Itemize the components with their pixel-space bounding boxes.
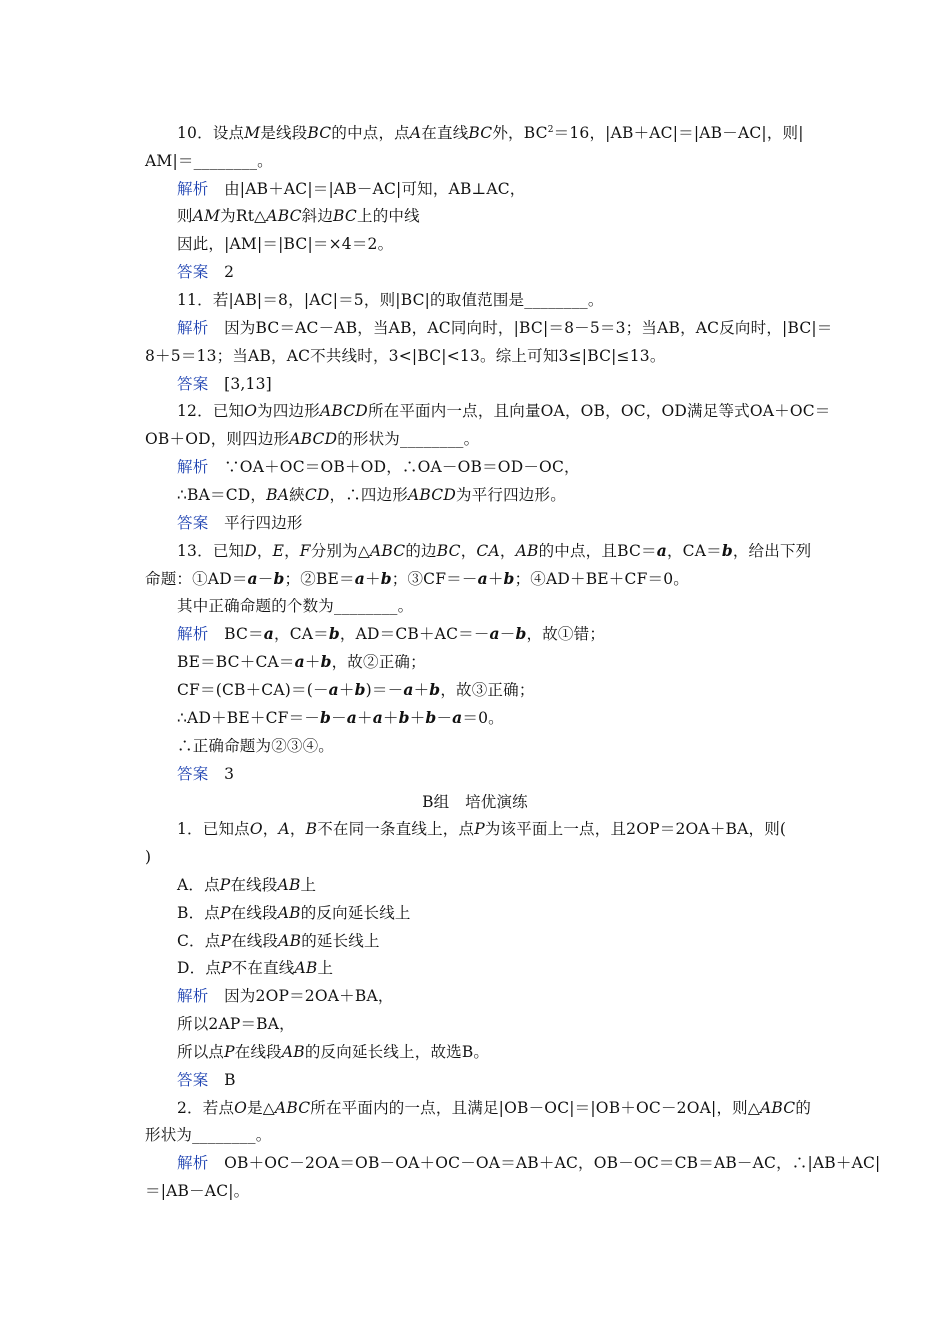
b2-stem: 2．若点O是△ABC所在平面内的一点，且满足|OB－OC|＝|OB＋OC－2OA|，则△ABC的 xyxy=(177,1099,812,1117)
q13-solution-3: CF＝(CB＋CA)＝(－a＋b)＝－a＋b，故③正确； xyxy=(177,680,535,699)
b1-option-c: C．点P在线段AB的延长线上 xyxy=(177,932,380,950)
q10-answer: 答案 2 xyxy=(177,263,235,281)
b1-stem-line2: ) xyxy=(145,848,152,866)
q13-solution-5: ∴正确命题为②③④。 xyxy=(177,737,335,755)
q13-solution-1: 解析 BC＝a，CA＝b，AD＝CB＋AC＝－a－b，故①错； xyxy=(177,624,606,643)
q13-solution-2: BE＝BC＋CA＝a＋b，故②正确； xyxy=(177,652,426,671)
b2-stem-line2: 形状为________。 xyxy=(145,1126,272,1144)
q12-stem: 12．已知O为四边形ABCD所在平面内一点，且向量OA，OB，OC，OD满足等式OA＋OC＝ xyxy=(177,402,831,420)
q13-stem-line2: 命题：①AD＝a－b；②BE＝a＋b；③CF＝－a＋b；④AD＋BE＋CF＝0。 xyxy=(145,569,689,588)
q10-solution-2: 则AM为Rt△ABC斜边BC上的中线 xyxy=(177,207,420,225)
q11-solution-2: 8＋5＝13；当AB，AC不共线时，3<|BC|<13。综上可知3≤|BC|≤13。 xyxy=(145,347,666,365)
q12-solution-1: 解析 ∵OA＋OC＝OB＋OD，∴OA－OB＝OD－OC， xyxy=(177,458,580,476)
b1-option-a: A．点P在线段AB上 xyxy=(177,876,317,894)
q10-solution-3: 因此，|AM|＝|BC|＝×4＝2。 xyxy=(177,235,394,253)
b2-solution-1: 解析 OB＋OC－2OA＝OB－OA＋OC－OA＝AB＋AC，OB－OC＝CB＝AB－AC，∴|AB＋AC| xyxy=(177,1154,881,1172)
q13-stem: 13．已知D，E，F分别为△ABC的边BC，CA，AB的中点，且BC＝a，CA＝b，给出下列 xyxy=(177,541,812,560)
b1-solution-2: 所以2AP＝BA， xyxy=(177,1015,295,1033)
b1-option-d: D．点P不在直线AB上 xyxy=(177,959,334,977)
b1-solution-1: 解析 因为2OP＝2OA＋BA， xyxy=(177,987,394,1005)
b1-solution-3: 所以点P在线段AB的反向延长线上，故选B。 xyxy=(177,1043,490,1061)
q11-answer: 答案 [3,13] xyxy=(177,375,272,393)
section-heading-group-b: B组 培优演练 xyxy=(422,793,528,811)
q10-solution-1: 解析 由|AB＋AC|＝|AB－AC|可知，AB⊥AC， xyxy=(177,180,526,198)
q10-stem: 10．设点M是线段BC的中点，点A在直线BC外，$BC^2=16$，|AB＋AC|＝|AB－AC|，则| xyxy=(177,124,804,142)
q11-solution-1: 解析 因为BC＝AC－AB，当AB，AC同向时，|BC|＝8－5＝3；当AB，AC反向时，|BC|＝ xyxy=(177,319,833,337)
q13-answer: 答案 3 xyxy=(177,765,235,783)
b1-stem: 1．已知点O，A，B不在同一条直线上，点P为该平面上一点，且2OP＝2OA＋BA，则( xyxy=(177,820,787,838)
q13-solution-4: ∴AD＋BE＋CF＝－b－a＋a＋b＋b－a＝0。 xyxy=(177,708,504,727)
q11-stem: 11．若|AB|＝8，|AC|＝5，则|BC|的取值范围是________。 xyxy=(177,291,604,309)
b1-answer: 答案 B xyxy=(177,1071,236,1089)
q12-solution-2: ∴BA＝CD，BA綊CD，∴四边形ABCD为平行四边形。 xyxy=(177,486,566,504)
q12-stem-line2: OB＋OD，则四边形ABCD的形状为________。 xyxy=(145,430,480,448)
b2-solution-2: ＝|AB－AC|。 xyxy=(145,1182,250,1200)
q13-stem-line3: 其中正确命题的个数为________。 xyxy=(177,597,414,615)
q12-answer: 答案 平行四边形 xyxy=(177,514,303,532)
b1-option-b: B．点P在线段AB的反向延长线上 xyxy=(177,904,411,922)
q10-stem-line2: AM|＝________。 xyxy=(145,152,273,170)
